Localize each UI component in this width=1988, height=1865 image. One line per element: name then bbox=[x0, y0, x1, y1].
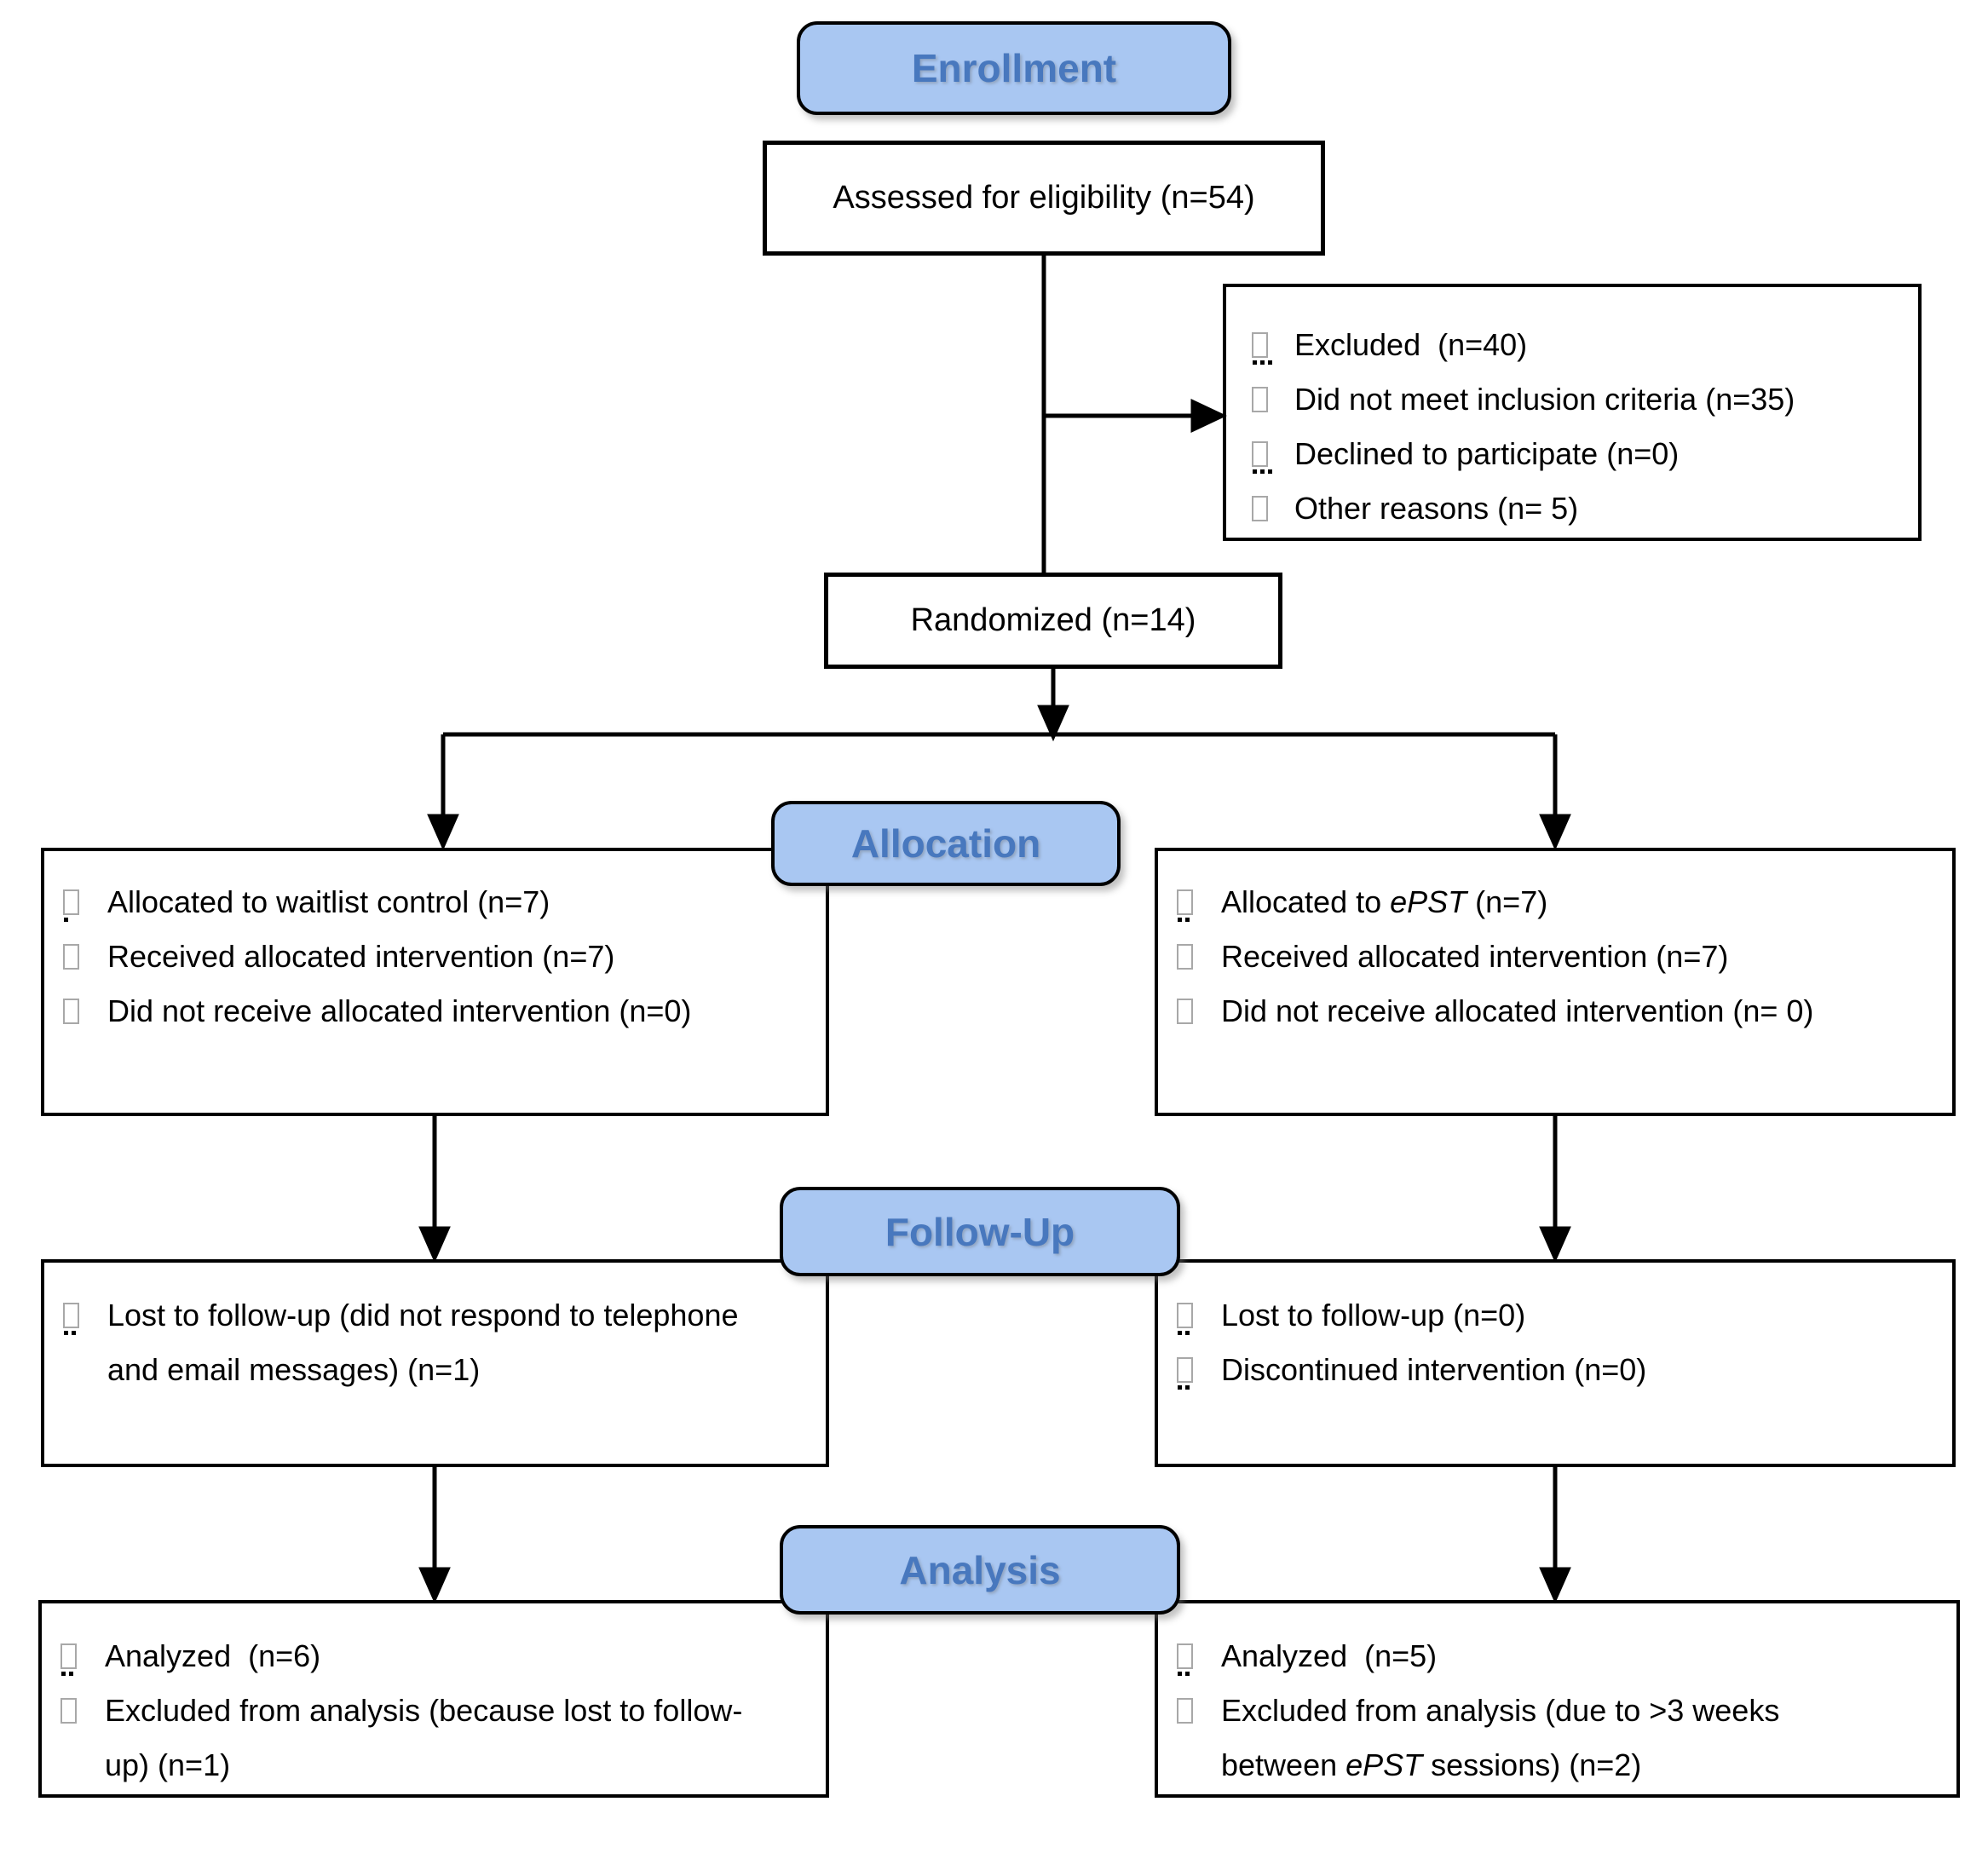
enrollment-stage-label: Enrollment bbox=[911, 46, 1117, 90]
followup-stage-label: Follow-Up bbox=[885, 1209, 1075, 1254]
arrowhead-randomized-branch bbox=[1040, 707, 1066, 736]
list-item-text: Discontinued intervention (n=0) bbox=[1221, 1352, 1647, 1387]
list-item-text: Did not receive allocated intervention (n=0) bbox=[107, 993, 692, 1028]
enrollment-stage-header bbox=[797, 21, 1231, 115]
allocation-stage-header bbox=[771, 801, 1121, 886]
list-item-text: Allocated to waitlist control (n=7) bbox=[107, 884, 550, 919]
list-item-text: Did not receive allocated intervention (n= 0) bbox=[1221, 993, 1814, 1028]
list-item-text: Analyzed (n=6) bbox=[105, 1638, 321, 1673]
arrowhead-analysis-right bbox=[1542, 1569, 1568, 1598]
list-item-text: Did not meet inclusion criteria (n=35) bbox=[1294, 382, 1795, 417]
randomized-text: Randomized (n=14) bbox=[910, 602, 1196, 638]
list-item-text: Received allocated intervention (n=7) bbox=[1221, 939, 1729, 974]
list-item-text: Excluded (n=40) bbox=[1294, 327, 1528, 362]
followup-stage-header bbox=[780, 1187, 1180, 1276]
list-item-text: Excluded from analysis (due to >3 weeks between ePST sessions) (n=2) bbox=[1221, 1693, 1789, 1782]
list-item-text: Lost to follow-up (did not respond to telephone and email messages) (n=1) bbox=[107, 1298, 747, 1387]
list-item-text: Declined to participate (n=0) bbox=[1294, 436, 1680, 471]
allocation-stage-label: Allocation bbox=[850, 821, 1041, 866]
arrowhead-allocation-right bbox=[1542, 816, 1568, 845]
arrowhead-allocation-left bbox=[430, 816, 456, 845]
analysis-stage-label: Analysis bbox=[899, 1547, 1061, 1592]
arrowhead-analysis-left bbox=[422, 1569, 447, 1598]
arrowhead-followup-left bbox=[422, 1229, 447, 1258]
arrowhead-excluded bbox=[1193, 402, 1222, 429]
list-item-text: Lost to follow-up (n=0) bbox=[1221, 1298, 1526, 1333]
list-item-text: Received allocated intervention (n=7) bbox=[107, 939, 615, 974]
list-item-text: Allocated to ePST (n=7) bbox=[1221, 884, 1548, 919]
list-item-text: Analyzed (n=5) bbox=[1221, 1638, 1438, 1673]
analysis-stage-header bbox=[780, 1525, 1180, 1615]
assessed-for-eligibility-text: Assessed for eligibility (n=54) bbox=[833, 180, 1255, 216]
list-item-text: Excluded from analysis (because lost to follow-up) (n=1) bbox=[105, 1693, 743, 1782]
arrowhead-followup-right bbox=[1542, 1229, 1568, 1258]
list-item-text: Other reasons (n= 5) bbox=[1294, 491, 1579, 526]
